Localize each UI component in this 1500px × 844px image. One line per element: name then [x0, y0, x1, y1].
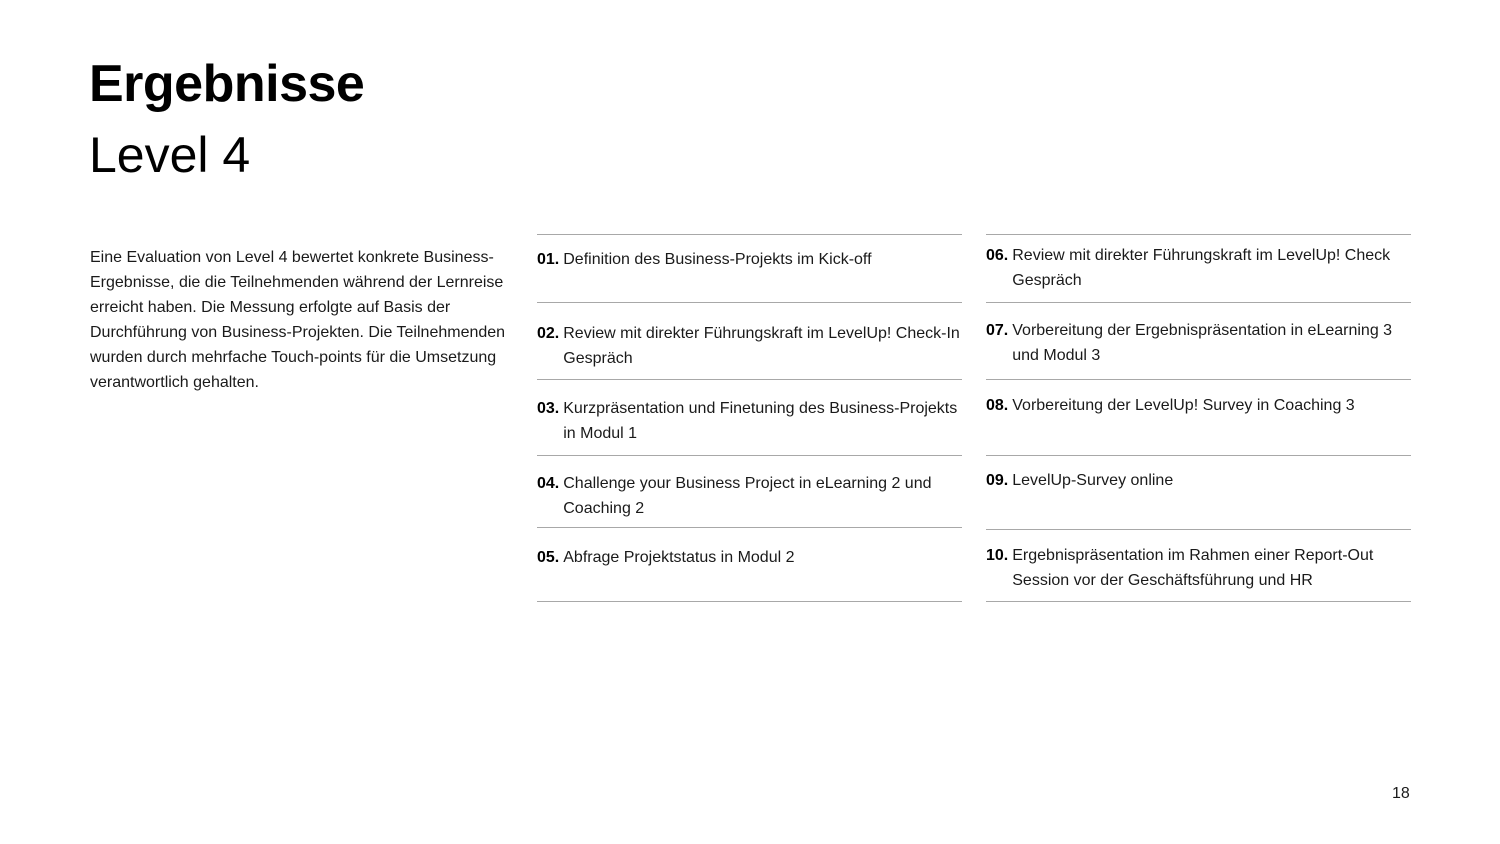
item-text: LevelUp-Survey online: [1012, 472, 1174, 489]
list-item: [537, 379, 962, 455]
list-item: [537, 527, 962, 602]
item-number: 01.: [537, 251, 560, 268]
item-number: 08.: [986, 397, 1009, 414]
item-number: 03.: [537, 400, 560, 417]
list-item: [537, 302, 962, 379]
page-title: Ergebnisse: [89, 55, 365, 113]
item-text: Vorbereitung der LevelUp! Survey in Coaching 3: [1012, 397, 1355, 414]
item-number: 04.: [537, 475, 560, 492]
item-text: Kurzpräsentation und Finetuning des Business-Projekts in Modul 1: [563, 400, 958, 442]
list-item: [986, 379, 1411, 455]
page-number: 18: [1392, 785, 1410, 802]
item-text: Definition des Business-Projekts im Kick-off: [563, 251, 872, 268]
item-number: 02.: [537, 325, 560, 342]
list-item: [986, 302, 1411, 379]
item-number: 05.: [537, 549, 560, 566]
steps-column-left: [537, 234, 962, 602]
item-text: Review mit direkter Führungskraft im LevelUp! Check Gespräch: [1012, 247, 1391, 289]
intro-paragraph: Eine Evaluation von Level 4 bewertet konkrete Business-Ergebnisse, die die Teilnehmenden während der Lernreise erreicht haben. Die Messung erfolgte auf Basis der Durchführung von Business-Projekten. Die Teilnehmenden wurden durch mehrfache Touch-points für die Umsetzung verantwortlich gehalten.: [90, 249, 506, 391]
item-number: 06.: [986, 247, 1009, 264]
list-item: [986, 234, 1411, 302]
item-text: Challenge your Business Project in eLearning 2 und Coaching 2: [563, 475, 932, 517]
item-number: 10.: [986, 547, 1009, 564]
list-item: [986, 455, 1411, 529]
item-text: Vorbereitung der Ergebnispräsentation in eLearning 3 und Modul 3: [1012, 322, 1393, 364]
item-text: Abfrage Projektstatus in Modul 2: [563, 549, 795, 566]
list-item: [986, 529, 1411, 602]
list-item: [537, 455, 962, 527]
list-item: [537, 234, 962, 302]
item-text: Ergebnispräsentation im Rahmen einer Report-Out Session vor der Geschäftsführung und HR: [1012, 547, 1374, 589]
steps-column-right: [986, 234, 1411, 602]
item-number: 07.: [986, 322, 1009, 339]
item-text: Review mit direkter Führungskraft im LevelUp! Check-In Gespräch: [563, 325, 960, 367]
item-number: 09.: [986, 472, 1009, 489]
page-subtitle: Level 4: [89, 127, 251, 183]
